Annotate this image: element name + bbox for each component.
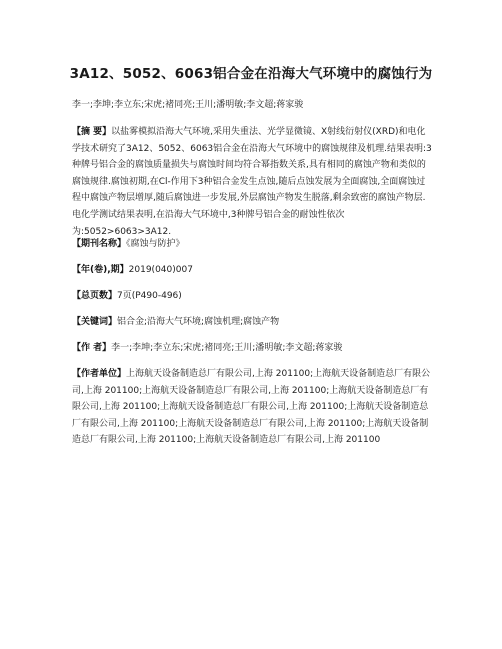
journal-value: 《腐蚀与防护》 <box>126 239 185 249</box>
pages-value: 7页(P490-496) <box>117 291 182 301</box>
affiliation-section <box>72 366 434 449</box>
year-label: 【年(卷),期】 <box>72 265 129 275</box>
abstract-label: 【摘 要】 <box>72 127 112 137</box>
keywords-section <box>72 314 432 331</box>
affiliation-value: 上海航天设备制造总厂有限公司,上海 201100;上海航天设备制造总厂有限公司,上海 201100;上海航天设备制造总厂有限公司,上海 201100;上海航天设备制造总厂有限公司,上海 201100;上海航天设备制造总厂有限公司,上海 201100;上海航天设备制造总厂有限公司,上海 201100;上海航天设备制造总厂有限公司,上海 201100;上海航天设备制造总厂有限公司,上海 201100;上海航天设备制造总厂有限公司,上海 201100 <box>72 369 431 446</box>
paper-title: 3A12、5052、6063铝合金在沿海大气环境中的腐蚀行为 <box>69 66 433 82</box>
journal-label: 【期刊名称】 <box>72 239 127 249</box>
journal-section <box>72 236 432 253</box>
affiliation-label: 【作者单位】 <box>72 369 127 379</box>
authors-value: 李一;李坤;李立东;宋虎;褚同亮;王川;潘明敏;李文超;蒋家骏 <box>111 343 343 353</box>
authors-label: 【作 者】 <box>72 343 112 353</box>
abstract-text: 以盐雾模拟沿海大气环境,采用失重法、光学显微镜、X射线衍射仪(XRD)和电化学技术研究了3A12、5052、6063铝合金在沿海大气环境中的腐蚀规律及机理.结果表明:3种牌号铝合金的腐蚀质量损失与腐蚀时间均符合幂指数关系,具有相同的腐蚀产物和类似的腐蚀规律.腐蚀初期,在Cl-作用下3种铝合金发生点蚀,随后点蚀发展为全面腐蚀,全面腐蚀过程中腐蚀产物层增厚,随后腐蚀进一步发展,外层腐蚀产物发生脱落,剩余致密的腐蚀产物层.电化学测试结果表明,在沿海大气环境中,3种牌号铝合金的耐蚀性依次为:5052>6063>3A12. <box>72 127 432 237</box>
keywords-label: 【关键词】 <box>72 317 118 327</box>
abstract-section <box>72 124 432 240</box>
year-section <box>72 262 432 279</box>
pages-section <box>72 288 432 305</box>
year-value: 2019(040)007 <box>128 265 193 275</box>
authors-section <box>72 340 432 357</box>
keywords-value: 铝合金;沿海大气环境;腐蚀机理;腐蚀产物 <box>117 317 280 327</box>
pages-label: 【总页数】 <box>72 291 118 301</box>
author-list: 李一;李坤;李立东;宋虎;褚同亮;王川;潘明敏;李文超;蒋家骏 <box>72 100 304 110</box>
